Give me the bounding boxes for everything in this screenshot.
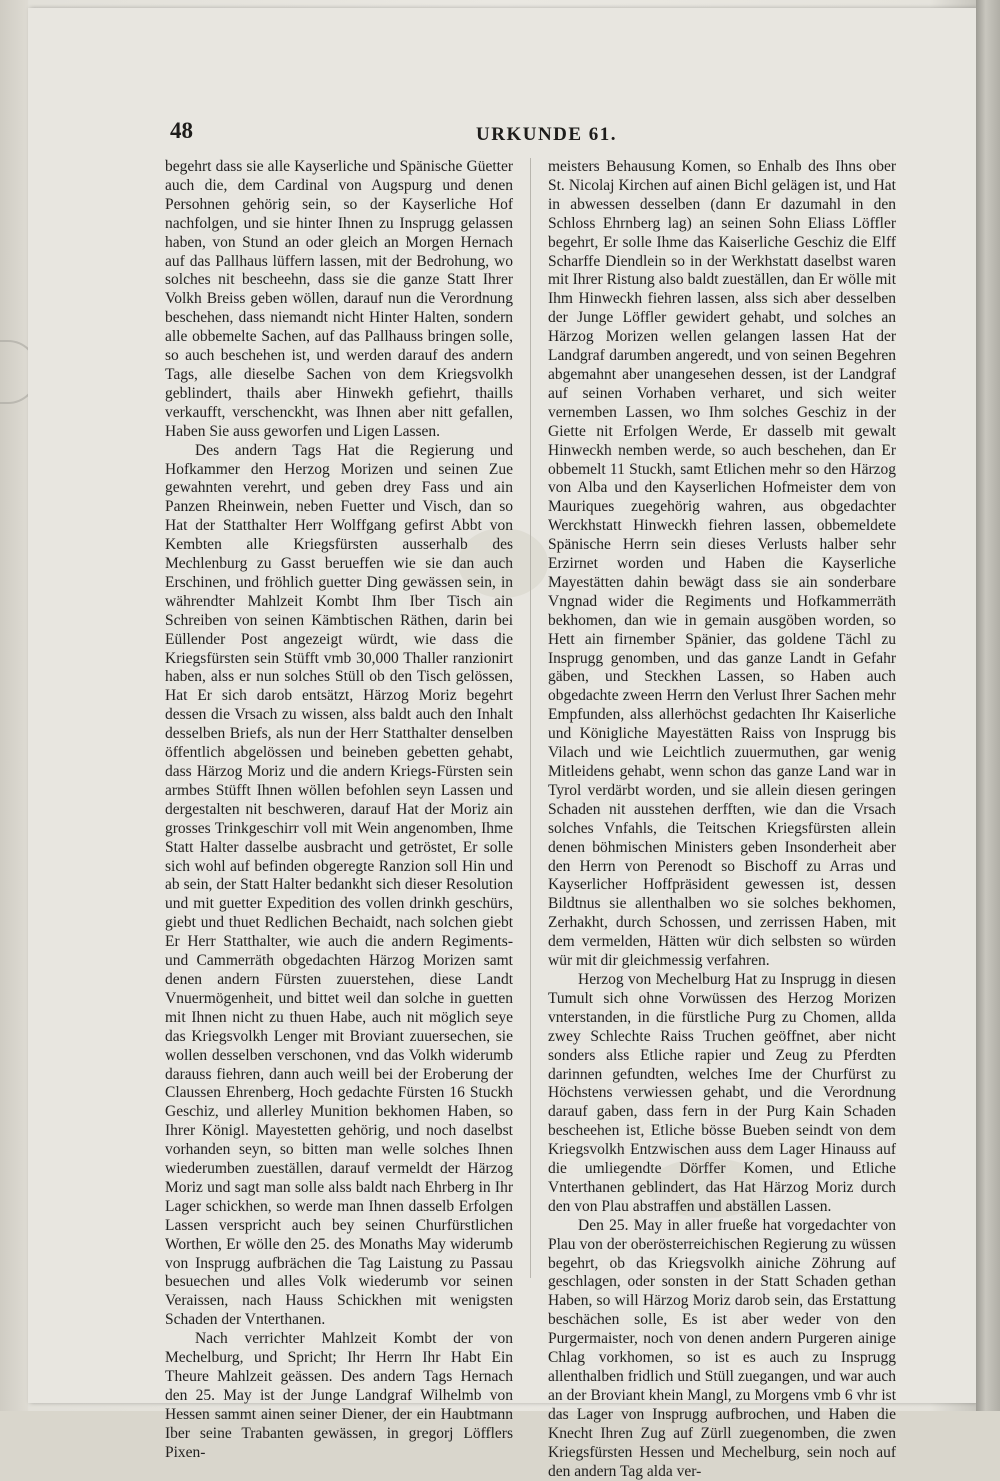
paragraph: meisters Behausung Komen, so Enhalb des Ihns ober St. Nicolaj Kirchen auf ainen Bichl gelägen ist, und Hat in abwessen desselben (dann Er dazumahl in den Schloss Ehrnberg lag) an seinen Sohn Eliass Löffler begehrt, Er solle Ihme das Kaiserliche Geschiz die Elff Scharffe Diendlein so in der Werkhstatt daselbst waren mit Ihrer Ristung also baldt zueställen, dan Er wölle mit Ihm Hinweckh fiehren lassen, alss sich aber desselben der Junge Löffler gewidert gehabt, und solches an Härzog Morizen wellen gelangen lassen Hat der Landgraf darumben angeredt, und von seinen Begehren abgemahnt aber unangesehen dessen, ist der Landgraf auf seinen Vorhaben verharet, und sich weiter vernemben Lassen, wo Ihm solches Geschiz in der Giette nit Erfolgen Werde, Er dasselb mit gewalt Hinweckh nemben werde, so auch beschehen, dan Er obbemelt 11 Stuckh, samt Etlichen mehr so den Härzog von Alba und den Kayserlichen Hofmeister dem von Mauriques zuegehörig wahren, aus obgedachter Werckhstatt Hinweckh fiehren lassen, obbemeldete Spänische Herrn sein dieses Verlusts halber sehr Erzirnet worden und Haben die Kayserliche Mayestätten dahin bewägt dass sie ain sonderbare Vngnad wider die Regiments und Hofkammerräth bekhomen, dan wie in gemain ausgöben worden, so Hett ain firnember Spänier, das goldene Tächl zu Insprugg genomben, und das ganze Landt in Gefahr gäben, und Steckhen Lassen, so Haben auch obgedachte zween Herrn den Verlust Ihrer Sachen mehr Empfunden, alss allerhöchst gedachten Ihr Kaiserliche und Königliche Mayestätten Raiss von Insprugg bis Vilach und wie Leichtlich zuuermuthen, gar wenig Mitleidens gehabt, wenn schon das ganze Land war in Tyrol verdärbt worden, und sie allein diesen geringen Schaden nit ausstehen derfften, wie dan die Vrsach solches Vnfahls, die Teitschen Kriegsfürsten allein denen böhmischen Ministers geben Insonderheit aber den Herrn von Perenodt so Bischoff zu Arras und Kayserlicher Hoffpräsident gewessen ist, dessen Bildtnus sie allenthalben wo sie solches bekhomen, Zerhakht, durch Schossen, und zerrissen Haben, mit dem vermelden, Hätten wür dich selbsten so würden wür mit dir gleichmessig verfahren. <box>548 158 896 970</box>
running-title: URKUNDE 61. <box>476 124 618 145</box>
column-divider <box>530 158 531 1278</box>
paragraph: Den 25. May in aller frueße hat vorgedachter von Plau von der oberösterreichischen Regierung zu wüssen begehrt, ob das Kriegsvolkh ainiche Zöhrung auf geschlagen, oder sonsten in der Statt Schaden gethan Haben, so will Härzog Moriz darob sein, das Erstattung beschächen solle, Es ist aber weder von den Purgermaister, noch von denen andern Purgeren ainige Chlag vorkhomen, so ist es auch zu Insprugg allenthalben fridlich und Stüll zuegangen, und war auch an der Broviant khein Mangl, zu Morgens vmb 6 vhr ist das Lager von Insprugg aufbrochen, und Haben die Knecht Ihren Zug auf Zürll zuegenomben, die zwen Kriegsfürsten Hessen und Mechelburg, sein noch auf den andern Tag alda ver- <box>548 1216 896 1480</box>
right-text-column <box>548 158 896 1480</box>
book-gutter <box>0 0 28 1411</box>
paragraph: Herzog von Mechelburg Hat zu Insprugg in diesen Tumult sich ohne Vorwüssen des Herzog Morizen vnterstanden, in die fürstliche Purg zu Chomen, allda zwey Schlechte Raiss Truchen geöffnet, aber nicht sonders alss Etliche rapier und Zeug zu Pferdten darinnen gefundten, welches Ime der Churfürst zu Höchstens verwiessen gehabt, und die Verordnung darauf gaben, dass fern in der Purg Kain Schaden bescheehen ist, Etliche bösse Bueben seindt von dem Kriegsvolkh Entzwischen auss dem Lager Hinauss auf die umliegendte Dörffer Komen, und Etliche Vnterthanen geblindert, das Hat Härzog Moriz durch den von Plau abstraffen und abställen Lassen. <box>548 970 896 1215</box>
left-text-column <box>165 158 513 1461</box>
paragraph: Des andern Tags Hat die Regierung und Hofkammer den Herzog Morizen und seinen Zue gewahnten verehrt, und geben drey Fass und ain Panzen Rheinwein, neben Fuetter und Visch, dan so Hat der Statthalter Herr Wolffgang gefirst Abbt von Kembten alle Kriegsfürsten ausserhalb des Mechlenburg zu Gasst berueffen wie sie dan auch Erschinen, und fröhlich guetter Ding gewässen sein, in währendter Mahlzeit Kombt Ihm Iber Tisch ain Schreiben von seinen Kämbtischen Räthen, darin bei Eüllender Post angezeigt würdt, wie dass die Kriegsfürsten sein Stüfft vmb 30,000 Thaller ranzionirt haben, alss er nun solches Stüll ob den Tisch gelössen, Hat Er sich darob entsätzt, Härzog Moriz begehrt dessen die Vrsach zu wissen, alss baldt auch den Inhalt desselben Briefs, als nun der Herr Statthalter denselben öffentlich abgelössen und beineben gebetten gehabt, dass Härzog Moriz und die andern Kriegs-Fürsten sein armbes Stüfft Ihnen wöllen befohlen seyn Lassen und dergestalten nit beschweren, darauf Hat der Moriz ain grosses Trinkgeschirr voll mit Wein angenomben, Ihme Statt Halter dasselbe ausbracht und getröstet, Er solle sich wohl auf befinden obgeregte Ranzion soll Hin und ab sein, der Statt Halter bedankht sich dieser Resolution und mit guetter Expedition des vollen drinkh geschürs, giebt und thuet Redlichen Bechaidt, nach solchen giebt Er Herr Statthalter, wie auch die andern Regiments- und Cammerräth obgedachten Härzog Morizen samt denen andern Fürsten zuuerstehen, diese Landt Vnuermögenheit, und bittet weil dan solche in guetten mit Ihnen nicht zu thuen Habe, auch nit möglich seye das Kriegsvolkh Lenger mit Broviant zuuersechen, sie wollen desselben verschonen, vnd das Volkh widerumb darauss fiehren, dann auch weill bei der Eroberung der Claussen Ehrenberg, Hoch gedachte Fürsten 16 Stuckh Geschiz, und allerley Munition bekhomen Haben, so Ihrer Königl. Mayestetten gehörig, und noch daselbst vorhanden seyn, so bitten man welle solches Ihnen wiederumben zueställen, darauf vermeldt der Härzog Moriz und sagt man solle alss baldt nach Ehrberg in Ihr Lager schickhen, so werde man Ihnen dasselb Erfolgen Lassen verspricht auch bey seinen Churfürstlichen Worthen, Er wölle den 25. des Monaths May widerumb von Insprugg aufbrächen die Tag Laistung zu Passau besuechen und alles Volk wiederumb vor seinen Veraissen, nach Hauss Schickhen mit wenigsten Schaden der Vnterthanen. <box>165 441 513 1329</box>
page-edge-shadow <box>976 0 1000 1411</box>
page-number: 48 <box>170 118 193 143</box>
page-header <box>170 118 900 148</box>
paragraph: Nach verrichter Mahlzeit Kombt der von Mechelburg, und Spricht; Ihr Herrn Ihr Habt Ein Theure Mahlzeit geässen. Des andern Tags Hernach den 25. May ist der Junge Landgraf Wilhelmb von Hessen sammt ainen seiner Diener, der ein Haubtmann Iber seine Trabanten gewässen, in gregorj Löfflers Pixen- <box>165 1330 513 1461</box>
paragraph: begehrt dass sie alle Kayserliche und Spänische Güetter auch die, dem Cardinal von Augspurg und denen Persohnen gehörig sein, so der Kayserliche Hof nachfolgen, und sie hinter Ihnen zu Insprugg gelassen haben, von Stund an oder gleich an Morgen Hernach auf das Pallhaus lüffern lassen, mit der Bedrohung, wo solches nit bescheehn, dass sie die ganze Statt Ihrer Volkh Breiss geben wöllen, darauf nun die Verordnung beschehen, dass niemandt nicht Hinter Halten, sondern alle obbemelte Sachen, auf das Pallhauss bringen solle, so auch beschehen ist, und werden darauf des andern Tags, alle dieselbe Sachen von dem Kriegsvolkh geblindert, thails aber Hinwekh gefiehrt, thaills verkaufft, verschenckht, was Ihnen aber nitt gefallen, Haben Sie auss geworfen und Ligen Lassen. <box>165 158 513 440</box>
